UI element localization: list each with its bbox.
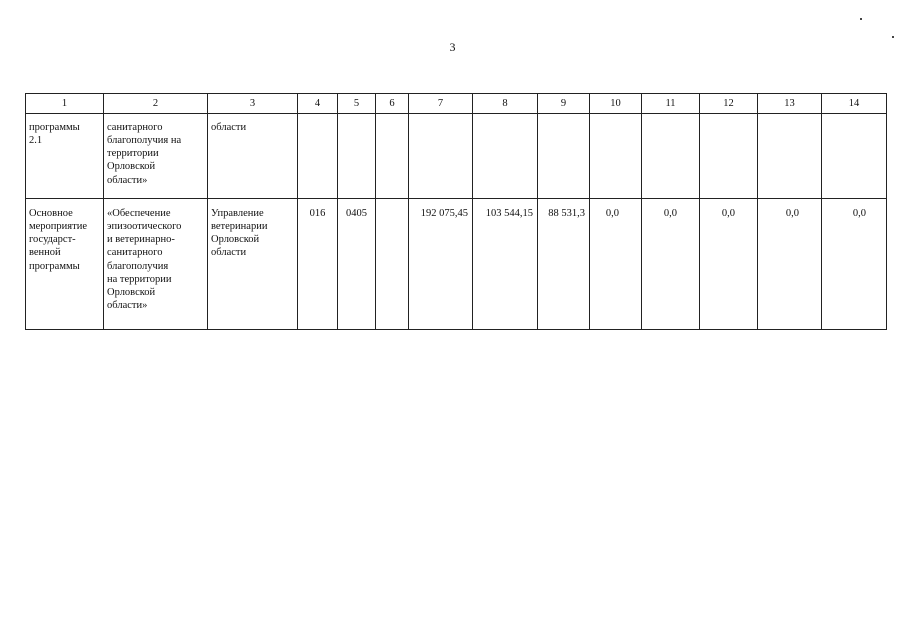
target-code-cell [376, 114, 409, 199]
target-code-cell [376, 199, 409, 330]
year-value-cell [473, 114, 538, 199]
activity-name-cell: «Обеспечение эпизоотического и ветеринарно- санитарного благополучия на территории Орловской области» [104, 199, 208, 330]
total-cell [409, 114, 473, 199]
scan-speck [860, 18, 862, 20]
header-cell: 2 [104, 94, 208, 114]
header-cell: 3 [208, 94, 298, 114]
year-value-cell [758, 114, 822, 199]
scan-speck [892, 36, 894, 38]
header-cell: 7 [409, 94, 473, 114]
year-value-cell: 0,0 [700, 199, 758, 330]
header-cell: 9 [538, 94, 590, 114]
table-row [26, 114, 887, 199]
program-cell: Основное мероприятие государст- венной программы [26, 199, 104, 330]
executor-cell: Управление ветеринарии Орловской области [208, 199, 298, 330]
header-cell: 11 [642, 94, 700, 114]
section-code-cell: 0405 [338, 199, 376, 330]
table-row [26, 199, 887, 330]
section-code-cell [338, 114, 376, 199]
table-header-row [26, 94, 887, 114]
year-value-cell [822, 114, 887, 199]
year-value-cell: 0,0 [822, 199, 887, 330]
header-cell: 4 [298, 94, 338, 114]
header-cell: 8 [473, 94, 538, 114]
header-cell: 14 [822, 94, 887, 114]
year-value-cell: 88 531,3 [538, 199, 590, 330]
grbs-code-cell: 016 [298, 199, 338, 330]
budget-table [25, 93, 887, 330]
activity-name-cell: санитарного благополучия на территории Орловской области» [104, 114, 208, 199]
header-cell: 13 [758, 94, 822, 114]
year-value-cell [700, 114, 758, 199]
grbs-code-cell [298, 114, 338, 199]
executor-cell: области [208, 114, 298, 199]
year-value-cell: 0,0 [642, 199, 700, 330]
header-cell: 1 [26, 94, 104, 114]
total-cell: 192 075,45 [409, 199, 473, 330]
year-value-cell: 103 544,15 [473, 199, 538, 330]
year-value-cell: 0,0 [590, 199, 642, 330]
header-cell: 10 [590, 94, 642, 114]
year-value-cell [538, 114, 590, 199]
page-number: 3 [449, 40, 456, 54]
header-cell: 12 [700, 94, 758, 114]
program-cell: программы 2.1 [26, 114, 104, 199]
year-value-cell [590, 114, 642, 199]
header-cell: 6 [376, 94, 409, 114]
year-value-cell [642, 114, 700, 199]
header-cell: 5 [338, 94, 376, 114]
year-value-cell: 0,0 [758, 199, 822, 330]
